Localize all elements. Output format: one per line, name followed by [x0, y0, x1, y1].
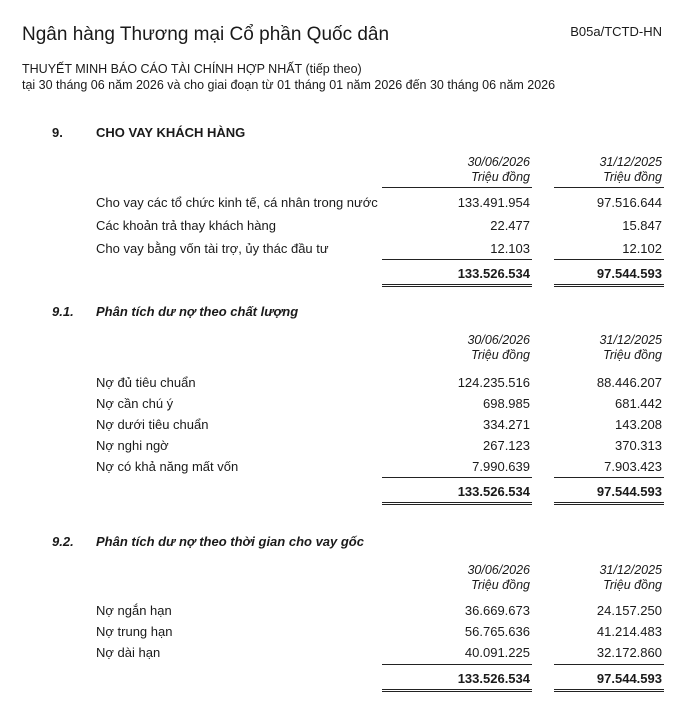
- subtotal-line-current: [382, 259, 532, 260]
- column-unit-prior: Triệu đồng: [603, 170, 662, 184]
- header-underline-prior: [554, 187, 664, 188]
- report-title: THUYẾT MINH BÁO CÁO TÀI CHÍNH HỢP NHẤT (tiếp theo): [22, 62, 362, 76]
- row-value-prior: 12.102: [622, 241, 662, 256]
- row-value-prior: 41.214.483: [596, 624, 662, 639]
- row-label: Nợ có khả năng mất vốn: [96, 459, 239, 474]
- row-label: Nợ dưới tiêu chuẩn: [96, 417, 209, 432]
- column-header-current: [380, 155, 530, 185]
- header-underline-current: [382, 187, 532, 188]
- row-value-prior: 143.208: [615, 417, 662, 432]
- total-value-current: 133.526.534: [457, 484, 530, 499]
- column-date-prior: 31/12/2025: [599, 563, 662, 577]
- subtotal-line-prior: [554, 477, 664, 478]
- row-label: Các khoản trả thay khách hàng: [96, 218, 276, 233]
- row-label: Nợ trung hạn: [96, 624, 173, 639]
- section-9-1-title: Phân tích dư nợ theo chất lượng: [96, 304, 299, 319]
- column-header-prior: [512, 155, 662, 185]
- row-value-current: 22.477: [490, 218, 530, 233]
- subtotal-line-current: [382, 664, 532, 665]
- row-label: Cho vay các tổ chức kinh tế, cá nhân trong nước: [96, 195, 378, 210]
- column-date-current: 30/06/2026: [467, 563, 530, 577]
- row-value-current: 40.091.225: [464, 645, 530, 660]
- report-period: tại 30 tháng 06 năm 2026 và cho giai đoạn từ 01 tháng 01 năm 2026 đến 30 tháng 06 năm 2026: [22, 78, 556, 92]
- subtotal-line-current: [382, 477, 532, 478]
- subtotal-line-prior: [554, 664, 664, 665]
- row-value-prior: 681.442: [615, 396, 662, 411]
- row-value-prior: 32.172.860: [596, 645, 662, 660]
- total-value-prior: 97.544.593: [596, 266, 662, 281]
- total-double-line-prior: [554, 689, 664, 692]
- column-unit-current: Triệu đồng: [471, 578, 530, 592]
- total-double-line-current: [382, 284, 532, 287]
- form-code: B05a/TCTD-HN: [570, 24, 662, 39]
- column-date-prior: 31/12/2025: [599, 155, 662, 169]
- row-value-prior: 24.157.250: [596, 603, 662, 618]
- row-value-current: 56.765.636: [464, 624, 530, 639]
- row-value-current: 12.103: [490, 241, 530, 256]
- total-double-line-prior: [554, 284, 664, 287]
- column-unit-current: Triệu đồng: [471, 348, 530, 362]
- row-value-current: 267.123: [483, 438, 530, 453]
- column-unit-current: Triệu đồng: [471, 170, 530, 184]
- row-label: Nợ cần chú ý: [96, 396, 174, 411]
- row-value-current: 7.990.639: [472, 459, 530, 474]
- row-value-prior: 7.903.423: [604, 459, 662, 474]
- row-value-current: 124.235.516: [457, 375, 530, 390]
- total-value-prior: 97.544.593: [596, 484, 662, 499]
- total-double-line-prior: [554, 502, 664, 505]
- row-label: Cho vay bằng vốn tài trợ, ủy thác đầu tư: [96, 241, 329, 256]
- total-value-prior: 97.544.593: [596, 671, 662, 686]
- row-value-prior: 88.446.207: [596, 375, 662, 390]
- total-value-current: 133.526.534: [457, 671, 530, 686]
- section-9-2-number: 9.2.: [52, 534, 74, 549]
- column-date-current: 30/06/2026: [467, 155, 530, 169]
- column-unit-prior: Triệu đồng: [603, 578, 662, 592]
- row-value-prior: 370.313: [615, 438, 662, 453]
- row-value-prior: 97.516.644: [596, 195, 662, 210]
- row-label: Nợ dài hạn: [96, 645, 161, 660]
- column-header-prior: [512, 333, 662, 363]
- row-label: Nợ đủ tiêu chuẩn: [96, 375, 196, 390]
- row-value-prior: 15.847: [622, 218, 662, 233]
- row-label: Nợ nghi ngờ: [96, 438, 169, 453]
- row-value-current: 698.985: [483, 396, 530, 411]
- column-unit-prior: Triệu đồng: [603, 348, 662, 362]
- total-double-line-current: [382, 689, 532, 692]
- subtotal-line-prior: [554, 259, 664, 260]
- row-value-current: 334.271: [483, 417, 530, 432]
- section-9-number: 9.: [52, 125, 63, 140]
- section-9-title: CHO VAY KHÁCH HÀNG: [96, 125, 246, 140]
- column-header-current: [380, 333, 530, 363]
- row-label: Nợ ngắn hạn: [96, 603, 172, 618]
- column-date-current: 30/06/2026: [467, 333, 530, 347]
- total-value-current: 133.526.534: [457, 266, 530, 281]
- column-header-prior: [512, 563, 662, 593]
- section-9-1-number: 9.1.: [52, 304, 74, 319]
- bank-name: Ngân hàng Thương mại Cổ phần Quốc dân: [22, 24, 390, 45]
- row-value-current: 36.669.673: [464, 603, 530, 618]
- row-value-current: 133.491.954: [457, 195, 530, 210]
- column-header-current: [380, 563, 530, 593]
- column-date-prior: 31/12/2025: [599, 333, 662, 347]
- section-9-2-title: Phân tích dư nợ theo thời gian cho vay gốc: [96, 534, 364, 549]
- total-double-line-current: [382, 502, 532, 505]
